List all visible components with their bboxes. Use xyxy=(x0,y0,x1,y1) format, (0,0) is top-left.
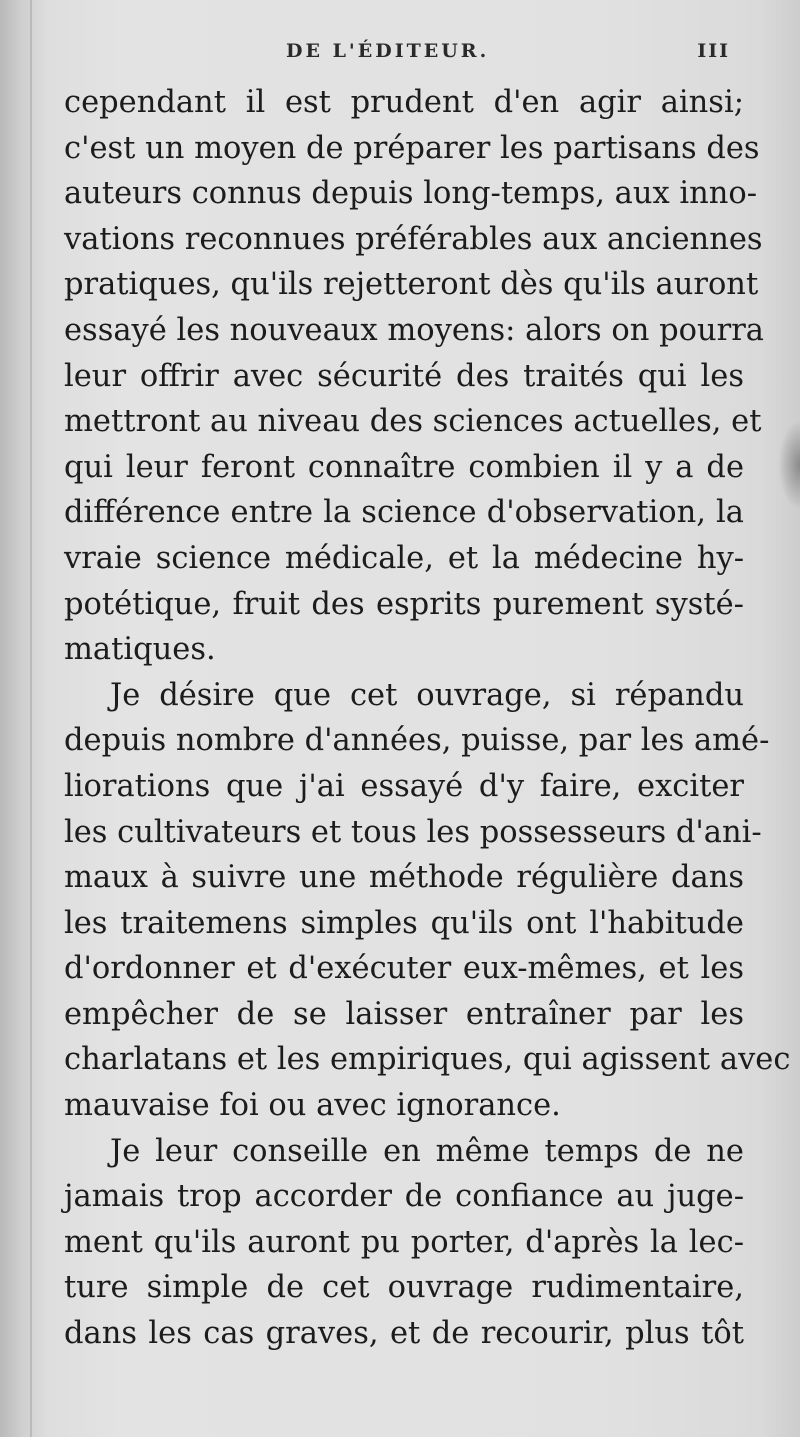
text-line: vraie science médicale, et la médecine hy- xyxy=(64,540,744,576)
text-line: Je désire que cet ouvrage, si répandu xyxy=(110,677,744,713)
text-line: potétique, fruit des esprits purement systé- xyxy=(64,586,744,622)
body-text xyxy=(64,80,791,1357)
text-line: différence entre la science d'observation, la xyxy=(64,495,744,531)
text-line: auteurs connus depuis long-temps, aux inno- xyxy=(64,176,758,212)
page-edge-shadow xyxy=(778,420,800,510)
text-line: charlatans et les empiriques, qui agissent avec xyxy=(64,1042,791,1078)
text-line: qui leur feront connaître combien il y a de xyxy=(64,449,744,485)
text-line: cependant il est prudent d'en agir ainsi; xyxy=(64,85,744,120)
binding-gutter xyxy=(30,0,32,1437)
text-line: matiques. xyxy=(64,632,216,668)
text-line: ment qu'ils auront pu porter, d'après la lec- xyxy=(64,1224,744,1260)
paragraph xyxy=(64,1129,744,1357)
text-line: Je leur conseille en même temps de ne xyxy=(110,1133,744,1169)
text-line: jamais trop accorder de confiance au juge- xyxy=(64,1179,744,1215)
text-line: pratiques, qu'ils rejetteront dès qu'ils auront xyxy=(64,267,759,303)
text-line: les cultivateurs et tous les possesseurs d'ani- xyxy=(64,814,762,850)
text-line: leur offrir avec sécurité des traités qui les xyxy=(64,358,744,394)
text-line: mauvaise foi ou avec ignorance. xyxy=(64,1088,561,1124)
text-line: mettront au niveau des sciences actuelles, et xyxy=(64,404,762,440)
text-line: empêcher de se laisser entraîner par les xyxy=(64,996,744,1032)
text-line: liorations que j'ai essayé d'y faire, exciter xyxy=(64,768,744,804)
paragraph xyxy=(64,673,791,1129)
text-line: dans les cas graves, et de recourir, plus tôt xyxy=(64,1316,744,1352)
text-line: vations reconnues préférables aux anciennes xyxy=(64,221,763,257)
text-line: d'ordonner et d'exécuter eux-mêmes, et les xyxy=(64,951,744,987)
text-line: c'est un moyen de préparer les partisans des xyxy=(64,130,760,166)
text-line: les traitemens simples qu'ils ont l'habitude xyxy=(64,905,744,941)
text-line: maux à suivre une méthode régulière dans xyxy=(64,860,744,896)
running-head: DE L'ÉDITEUR. xyxy=(286,40,490,62)
text-line: ture simple de cet ouvrage rudimentaire, xyxy=(64,1270,744,1306)
page-number: III xyxy=(697,40,730,62)
text-line: depuis nombre d'années, puisse, par les amé- xyxy=(64,723,770,759)
paragraph xyxy=(64,80,764,673)
text-line: essayé les nouveaux moyens: alors on pourra xyxy=(64,312,764,348)
